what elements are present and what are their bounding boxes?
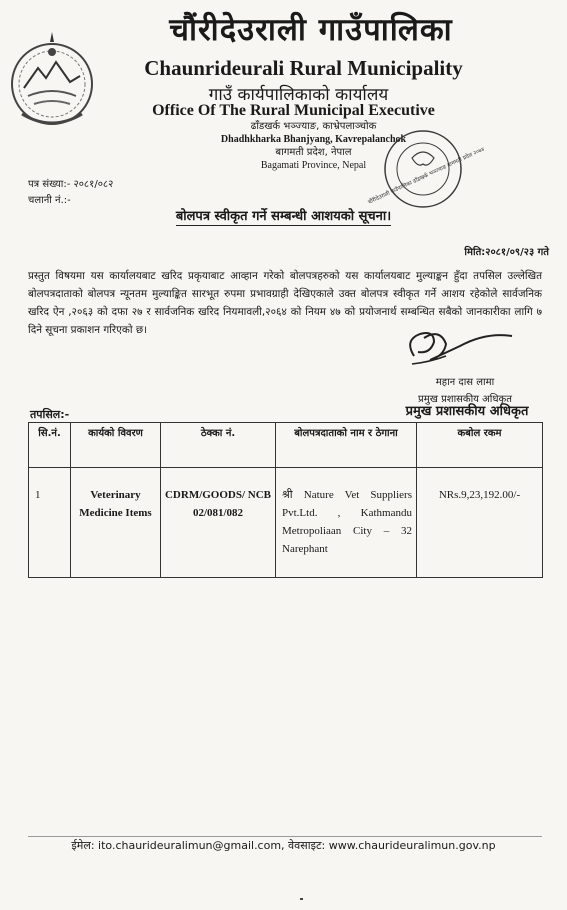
cell-bidder: श्री Nature Vet Suppliers Pvt.Ltd. , Kathmandu Metropoliaan City – 32 Narephant [276, 468, 417, 578]
signature-icon [400, 326, 518, 370]
page-dot [300, 898, 303, 900]
cell-work: Veterinary Medicine Items [71, 468, 161, 578]
header-serial: सि.नं. [29, 423, 71, 468]
table-header-row [29, 423, 543, 468]
cell-serial: 1 [29, 468, 71, 578]
header-contract: ठेक्का नं. [161, 423, 276, 468]
table-caption: तपसिल:- [30, 408, 70, 421]
signatory-name: महान दास लामा [435, 377, 495, 388]
cell-contract: CDRM/GOODS/ NCB 02/081/082 [161, 468, 276, 578]
signatory-title-handwritten: प्रमुख प्रशासकीय अधिकृत [418, 394, 512, 405]
header-amount: कबोल रकम [417, 423, 543, 468]
table-row [29, 468, 543, 578]
nepali-title: चौंरीदेउराली गाउँपालिका [169, 12, 453, 48]
header-work: कार्यको विवरण [71, 423, 161, 468]
bid-details-table [28, 422, 543, 578]
english-office-name: Office Of The Rural Municipal Executive [152, 102, 435, 119]
province-nepali: बागमती प्रदेश, नेपाल [275, 147, 352, 158]
stamp-text: चौंरीदेउराली गाउँपालिका ढाँडखर्क भञ्ज्याङ बागमती प्रदेश २०७४ [367, 146, 486, 206]
subject-heading [0, 206, 567, 224]
subject-text: बोलपत्र स्वीकृत गर्ने सम्बन्धी आशयको सूचना। [175, 209, 392, 224]
signatory-title-stamp: प्रमुख प्रशासकीय अधिकृत [405, 404, 529, 419]
letter-number: पत्र संख्या:- २०८१/०८२ [28, 179, 114, 190]
nepali-office-name: गाउँ कार्यपालिकाको कार्यालय [208, 85, 389, 105]
footer-contact: ईमेल: ito.chaurideuralimun@gmail.com, वेवसाइट: www.chaurideuralimun.gov.np [71, 839, 496, 852]
english-title: Chaunrideurali Rural Municipality [144, 56, 463, 80]
notice-date: मिति:२०८१/०९/२३ गते [464, 247, 549, 258]
dispatch-number: चलानी नं.:- [28, 195, 71, 206]
address-nepali: ढाँडखर्क भञ्ज्याङ, काभ्रेपलाञ्चोक [250, 121, 377, 132]
office-stamp-icon [367, 128, 486, 210]
province-english: Bagamati Province, Nepal [260, 160, 367, 171]
notice-body: प्रस्तुत विषयमा यस कार्यालयबाट खरिद प्रकृयाबाट आव्हान गरेको बोलपत्रहरुको यस कार्यालयबाट मुल्याङ्कन हुँदा तपसिल उल्लेखित बोलपत्रदाताको बोलपत्र न्यूनतम मुल्याङ्कित सारभूत रुपमा प्रभावग्राही देखिएकाले उक्त बोलपत्र स्वीकृत गर्ने आशय रहेकोले सार्वजनिक खरिद ऐन ,२०६३ को दफा २७ र सार्वजनिक खरिद नियमावली,२०६४ को नियम ४७ को प्रयोजनार्थ सम्बन्धित सबैको जानकारीका लागि ७ दिने सूचना प्रकाशन गरिएको छ। [28, 270, 542, 336]
footer-divider [28, 836, 542, 837]
header-bidder: बोलपत्रदाताको नाम र ठेगाना [276, 423, 417, 468]
address-english: Dhadhkharka Bhanjyang, Kavrepalanchok [220, 134, 407, 145]
cell-amount: NRs.9,23,192.00/- [417, 468, 543, 578]
